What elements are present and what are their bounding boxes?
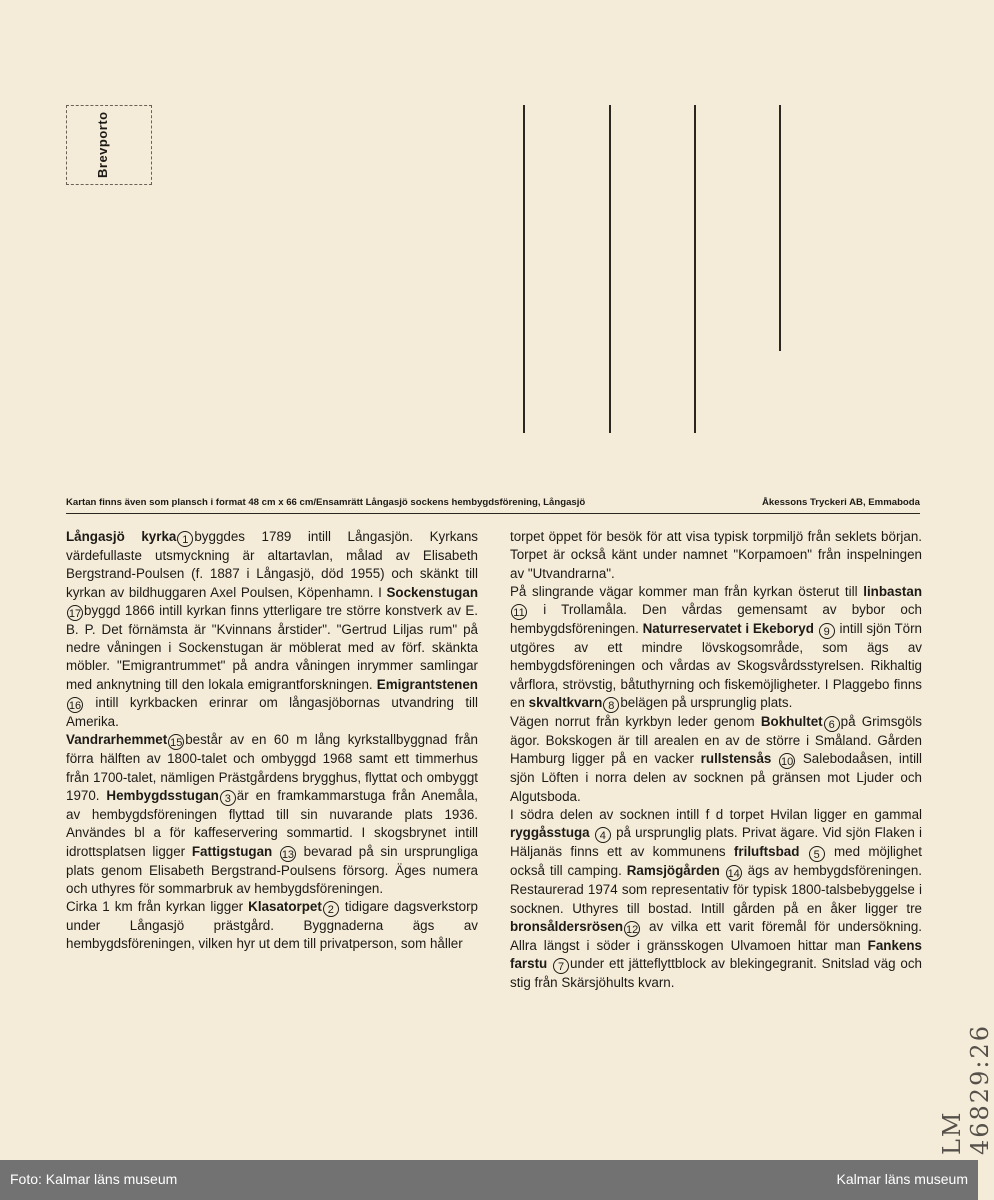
body-text: torpet öppet för besök för att visa typisk torpmiljö från seklets början. Torpet är också känt under namnet "Korpamoen" från inspelningen av "Utvandrarna". <box>510 529 922 581</box>
place-name: Bokhultet <box>760 714 823 730</box>
place-name: Naturreservatet i Ekeboryd <box>642 621 814 637</box>
body-text: belägen på ursprunglig plats. <box>620 695 793 711</box>
address-line-4 <box>779 105 781 351</box>
body-text: tidigare dagsverkstorp under Långasjö prästgård. Byggnaderna ägs av hembygdsföreningen, vilken hyr ut dem till privatperson, som håller <box>66 899 478 952</box>
body-text: intill sjön Törn utgöres av ett mindre lövskogsområde, som ägs av hembygdsföreningen och vårdas av Skogsvårdsstyrelsen. Rikhaltig vårflora, strövstig, båtuthyrning och fiskemöjligheter. I Plaggebo finns en <box>510 621 922 711</box>
body-text: intill kyrkbacken erinrar om långasjöbornas utvandring till Amerika. <box>66 695 478 730</box>
place-name: Långasjö kyrka <box>66 529 177 544</box>
paragraph <box>510 713 922 806</box>
body-text: under ett jätteflyttblock av blekingegranit. Snitslad väg och stig från Skärsjöhults kvarn. <box>510 956 922 991</box>
inventory-number: LM 46829:26 <box>938 1024 994 1155</box>
body-text: på Grimsgöls ägor. Bokskogen är till arealen en av de större i Småland. Gården Hamburg ligger på en vacker <box>510 714 922 767</box>
place-name: friluftsbad <box>733 844 800 860</box>
map-number: 14 <box>726 865 742 881</box>
paragraph <box>66 898 478 954</box>
map-number: 9 <box>819 623 835 639</box>
body-text: bevarad på sin ursprungliga plats genom Elisabeth Bergstrand-Poulsens försorg. Äges numera och uthyres för sommarbruk av hembygdsföreningen. <box>66 843 478 896</box>
map-number: 2 <box>323 901 339 917</box>
place-name: Fankens farstu <box>510 937 922 972</box>
body-text: i Trollamåla. Den vårdas gemensamt av bybor och hembygdsföreningen. <box>510 602 922 637</box>
body-text: av vilka ett varit föremål för undersökning. Allra längst i söder i gränsskogen Ulvamoen hittar man <box>510 918 922 953</box>
paragraph <box>510 583 922 713</box>
body-text: Cirka 1 km från kyrkan ligger <box>66 899 249 915</box>
paragraph <box>66 731 478 898</box>
stamp-label: Brevporto <box>95 111 110 178</box>
body-text: med möjlighet också till camping. <box>510 844 922 879</box>
place-name: Vandrarhemmet <box>66 732 168 748</box>
map-number: 4 <box>595 827 611 843</box>
map-footnote: Kartan finns även som plansch i format 48 cm x 66 cm/Ensamrätt Långasjö sockens hembygdsförening, Långasjö <box>66 497 586 508</box>
map-number: 11 <box>511 604 527 620</box>
place-name: rullstensås <box>700 751 772 767</box>
place-name: linbastan <box>863 583 922 599</box>
place-name: ryggåsstuga <box>510 825 590 841</box>
body-text: ägs av hembygdsföreningen. Restaurerad 1974 som representativ för typisk 1800-talsbebyggelse i socknen. Uthyres till bostad. Intill gården på en åker ligger tre <box>510 863 922 916</box>
map-number: 5 <box>809 846 825 862</box>
map-number: 17 <box>67 605 83 621</box>
map-number: 3 <box>220 790 236 806</box>
body-text: på ursprunglig plats. Privat ägare. Vid sjön Flaken i Häljanäs finns ett av kommunens <box>510 825 922 860</box>
map-number: 8 <box>603 697 619 713</box>
place-name: Klasatorpet <box>248 899 322 915</box>
body-text: Salebodaåsen, intill sjön Löften i norra delen av socknen på gränsen mot Ljuder och Algutsboda. <box>510 751 922 804</box>
paragraph <box>510 528 922 583</box>
paragraph <box>66 528 478 731</box>
address-line-1 <box>523 105 525 433</box>
map-number: 12 <box>624 921 640 937</box>
map-number: 6 <box>824 716 840 732</box>
place-name: Fattigstugan <box>191 843 273 859</box>
body-text: består av en 60 m lång kyrkstallbyggnad från förra hälften av 1800-talet och ombyggd 1968 samt ett timmerhus från 1700-talet, nämligen Prästgårdens brygghus, flyttat och ombyggt 1970. <box>66 732 478 803</box>
text-column-left <box>66 528 478 954</box>
photo-credit-right: Kalmar läns museum <box>836 1171 968 1187</box>
body-text: I södra delen av socknen intill f d torpet Hvilan ligger en gammal <box>510 806 922 822</box>
address-line-3 <box>694 105 696 433</box>
place-name: bronsåldersrösen <box>510 918 624 934</box>
photo-credit-bar <box>0 1160 978 1200</box>
text-column-right <box>510 528 922 992</box>
body-text: byggdes 1789 intill Långasjön. Kyrkans värdefullaste utsmyckning är altartavlan, målad av Elisabeth Bergstrand-Poulsen (f. 1887 i Långasjö, död 1955) och skänkt till kyrkan av bildhuggaren Axel Poulsen, Köpenhamn. I <box>66 529 478 600</box>
body-text: På slingrande vägar kommer man från kyrkan österut till <box>510 583 864 599</box>
place-name: skvaltkvarn <box>528 695 603 711</box>
map-number: 16 <box>67 697 83 713</box>
place-name: Emigrantstenen <box>376 676 478 692</box>
printer-credit: Åkessons Tryckeri AB, Emmaboda <box>761 497 920 508</box>
body-text: är en framkammarstuga från Anemåla, av hembygdsföreningen flyttad till sin nuvarande plats 1936. Användes bl a för kaffeservering sommartid. I skogsbrynet intill idrottsplatsen ligger <box>66 787 479 859</box>
place-name: Ramsjögården <box>626 863 720 879</box>
divider-rule <box>66 513 920 514</box>
paragraph <box>510 806 922 992</box>
address-line-2 <box>609 105 611 433</box>
body-text: Vägen norrut från kyrkbyn leder genom <box>510 714 761 730</box>
photo-credit-left: Foto: Kalmar läns museum <box>10 1171 178 1187</box>
map-number: 15 <box>168 734 184 750</box>
map-number: 7 <box>553 958 569 974</box>
place-name: Sockenstugan <box>386 584 478 600</box>
map-number: 13 <box>280 846 296 862</box>
map-number: 1 <box>177 531 193 547</box>
body-text: byggd 1866 intill kyrkan finns ytterligare tre större konstverk av E. B. P. Det förnämsta är "Kvinnans årstider". "Gertrud Liljas rum" på nedre våningen i Sockenstugan är möblerat med av förf. skänkta möbler. "Emigrantrummet" på andra våningen inrymmer samlingar med anknytning till den lokala emigrantforskningen. <box>66 602 478 692</box>
place-name: Hembygdsstugan <box>106 787 219 803</box>
map-number: 10 <box>779 753 795 769</box>
